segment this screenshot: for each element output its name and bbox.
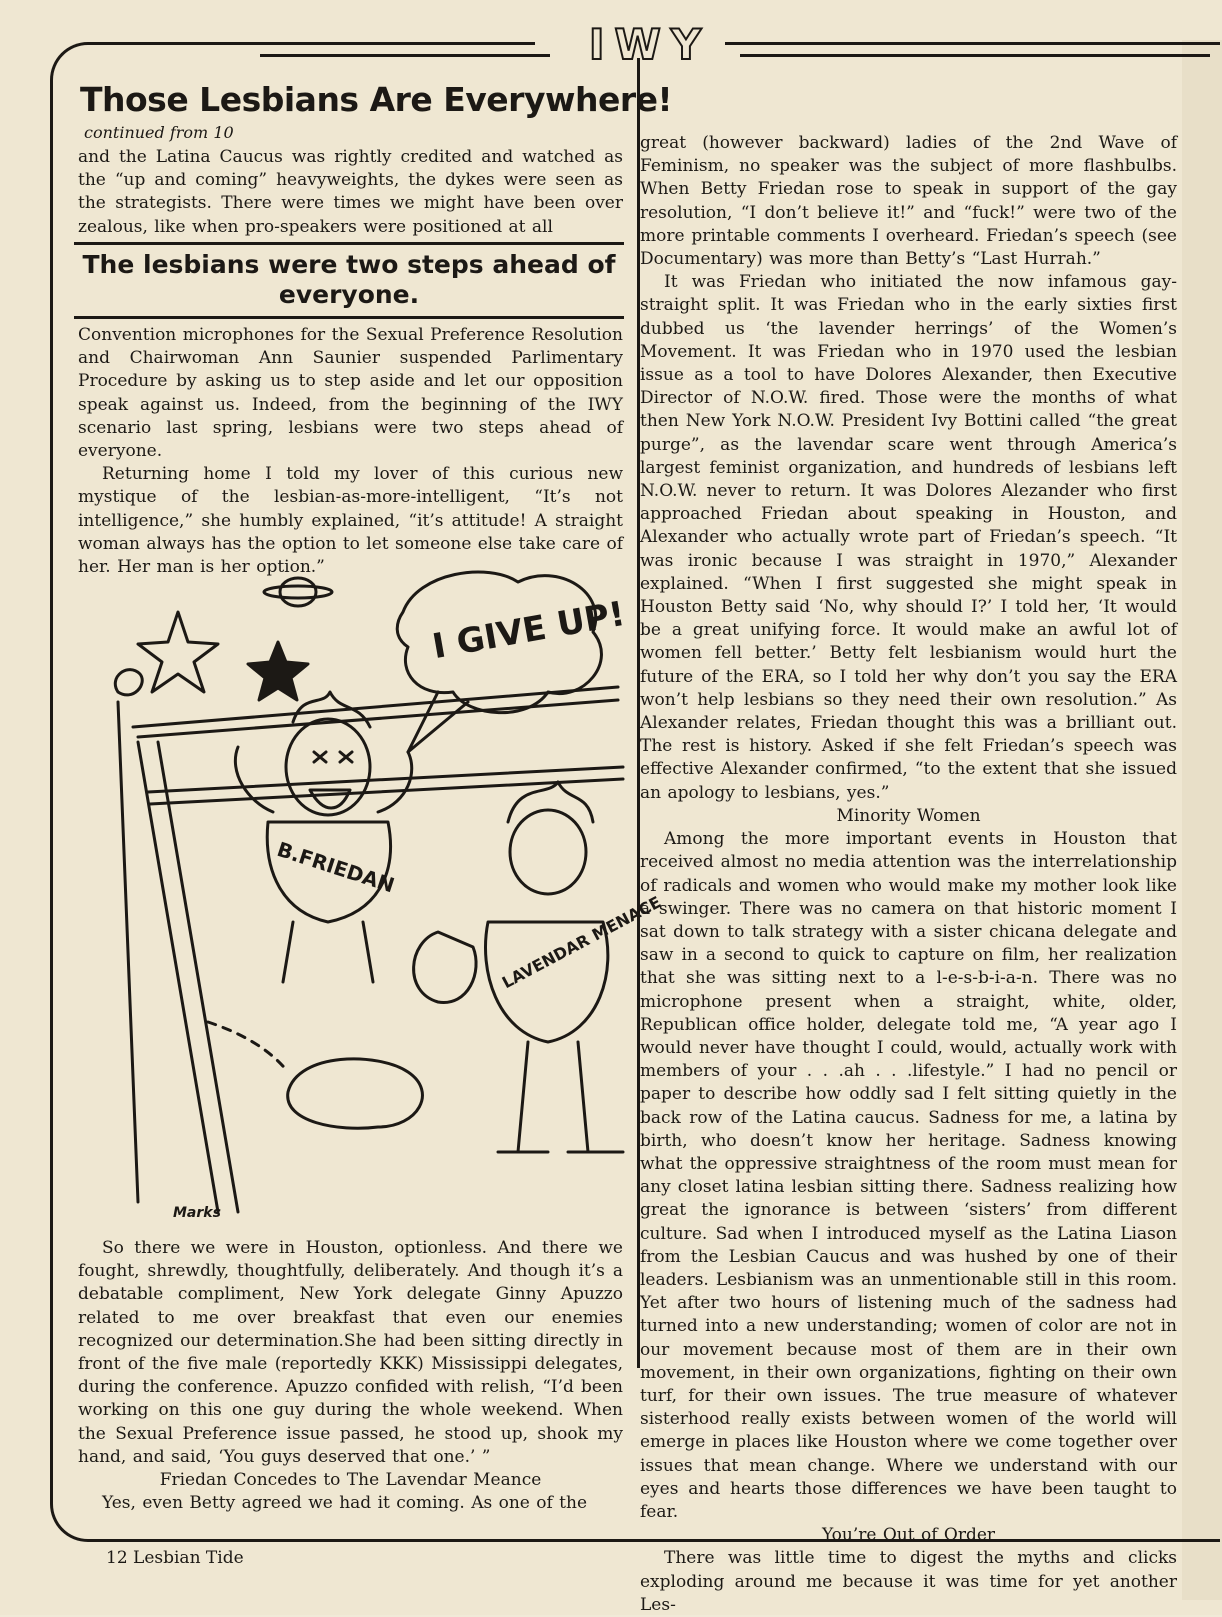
planet-icon <box>280 578 316 606</box>
menace-hair <box>508 782 593 822</box>
ring-apron <box>138 742 218 1212</box>
menace-head <box>510 810 586 894</box>
paragraph: Returning home I told my lover of this curious new mystique of the lesbian-as-more-intelligent, “It’s not intelligence,” she humbly explained, “it’s attitude! A straight woman always has the option to let someone else take care of her. Her man is her option.” <box>78 464 623 578</box>
headline: Those Lesbians Are Everywhere! <box>80 80 673 119</box>
paragraph: There was little time to digest the myths and clicks exploding around me because it was time for yet another Les- <box>640 1548 1177 1615</box>
friedan-head <box>286 719 370 815</box>
continued-note: continued from 10 <box>84 123 234 142</box>
pull-quote-rule-top <box>74 242 624 245</box>
flying-glove <box>288 1059 423 1128</box>
left-column-bottom <box>78 1237 623 1515</box>
ring-post <box>118 702 138 1202</box>
shirt-label-menace: LAVENDAR MENACE <box>498 892 665 993</box>
pull-quote: The lesbians were two steps ahead of everyone. <box>82 250 616 309</box>
paragraph: great (however backward) ladies of the 2nd Wave of Feminism, no speaker was the subject of more flashbulbs. When Betty Friedan rose to speak in support of the gay resolution, “I don’t believe it!” and “fuck!” were two of the more printable comments I overheard. Friedan’s speech (see Documentary) was more than Betty’s “Last Hurrah.” <box>640 133 1177 270</box>
paragraph: Among the more important events in Houston that received almost no media attention was the interrelationship of radicals and women who would make my mother look like a swinger. There was no camera on that historic moment I sat down to talk strategy with a sister chicana delegate and saw in a second to quick to capture on film, her realization that she was sitting next to a l-e-s-b-i-a-n. There was no microphone present when a straight, white, older, Republican office holder, delegate told me, “A year ago I would never have thought I could, would, actually work with members of your . . .ah . . .lifestyle.” I had no pencil or paper to describe how oddly sad I felt sitting quietly in the back row of the Latina caucus. Sadness for me, a latina by birth, who doesn’t know her heritage. Sadness knowing what the oppressive straightness of the room must mean for any closet latina lesbian sitting there. Sadness realizing how great the ignorance is between ‘sisters’ from different culture. Sad when I introduced myself as the Latina Liason from the Lesbian Caucus and was hushed by one of their leaders. Lesbianism was an unmentionable still in this room. Yet after two hours of listening much of the sadness had turned into a new understanding; women of color are not in our movement because most of them are in their own movement, in their own organizations, fighting on their own turf, for their own issues. The true measure of whatever sisterhood really exists between women of the world will emerge in places like Houston where we come together over issues that mean change. Where we understand with our eyes and hearts those differences we have been taught to fear. <box>640 829 1177 1522</box>
paragraph: It was Friedan who initiated the now infamous gay-straight split. It was Friedan who in the early sixties first dubbed us ‘the lavender herrings’ of the Women’s Movement. It was Friedan who in 1970 used the lesbian issue as a tool to have Dolores Alexander, then Executive Director of N.O.W. fired. Those were the months of what then New York N.O.W. President Ivy Bottini called “the great purge”, as the lavendar scare went through America’s largest feminist organization, and hundreds of lesbians left N.O.W. never to return. It was Dolores Alezander who first approached Friedan about speaking in Houston, and Alexander who actually wrote part of Friedan’s speech. “It was ironic because I was straight in 1970,” Alexander explained. “When I first suggested she might speak in Houston Betty said ‘No, why should I?’ I told her, ‘It would be a great unifying force. It would make an awful lot of women fell better.’ Betty felt lesbianism would hurt the future of the ERA, so I told her why don’t you say the ERA won’t help lesbians so they need their own resolution.” As Alexander relates, Friedan thought this was a brilliant out. The rest is history. Asked if she felt Friedan’s speech was effective Alexander confirmed, “to the extent that she issued an apology to lesbians, yes.” <box>640 272 1177 803</box>
section-tag: IWY <box>588 20 712 69</box>
post-cap <box>115 670 142 695</box>
star-icon <box>248 642 308 700</box>
friedan-arm-right <box>378 752 412 812</box>
menace-legs <box>518 1042 588 1152</box>
paragraph: Convention microphones for the Sexual Preference Resolution and Chairwoman Ann Saunier suspended Parlimentary Procedure by asking us to step aside and let our opposition speak against us. Indeed, from the beginning of the IWY scenario last spring, lesbians were two steps ahead of everyone. <box>78 325 623 462</box>
paragraph: So there we were in Houston, optionless. And there we fought, shrewdly, thoughtfully, deliberately. And though it’s a debatable compliment, New York delegate Ginny Apuzzo related to me over breakfast that even our enemies recognized our determination.She had been sitting directly in front of the five male (reportedly KKK) Mississippi delegates, during the conference. Apuzzo confided with relish, “I’d been working on this one guy during the whole weekend. When the Sexual Preference issue passed, he stood up, shook my hand, and said, ‘You guys deserved that one.’ ” <box>78 1238 623 1467</box>
subhead-minority-women: Minority Women <box>836 805 981 826</box>
header-rule-left <box>260 54 550 57</box>
left-column-top <box>78 146 623 239</box>
speech-text: I GIVE UP! <box>429 593 628 668</box>
friedan-arm-left <box>235 747 273 812</box>
right-column <box>640 132 1177 1617</box>
left-column-middle <box>78 324 623 579</box>
shirt-label-friedan: B.FRIEDAN <box>274 836 398 898</box>
paragraph: and the Latina Caucus was rightly credited and watched as the “up and coming” heavyweights, the dykes were seen as the strategists. There were times we might have been over zealous, like when pro-speakers were positioned at all <box>78 147 623 237</box>
menace-glove <box>414 932 476 1002</box>
pull-quote-rule-bottom <box>74 316 624 319</box>
page-folio: 12 Lesbian Tide <box>106 1548 244 1568</box>
friedan-legs <box>283 922 373 982</box>
paragraph: Yes, even Betty agreed we had it coming. As one of the <box>102 1493 588 1514</box>
cartoonist-signature: Marks <box>173 1205 221 1221</box>
editorial-cartoon <box>78 552 665 1232</box>
star-icon <box>138 612 218 692</box>
subhead-out-of-order: You’re Out of Order <box>821 1525 996 1546</box>
header-rule-right <box>740 54 1210 57</box>
subhead-friedan-concedes: Friedan Concedes to The Lavendar Meance <box>159 1470 542 1491</box>
